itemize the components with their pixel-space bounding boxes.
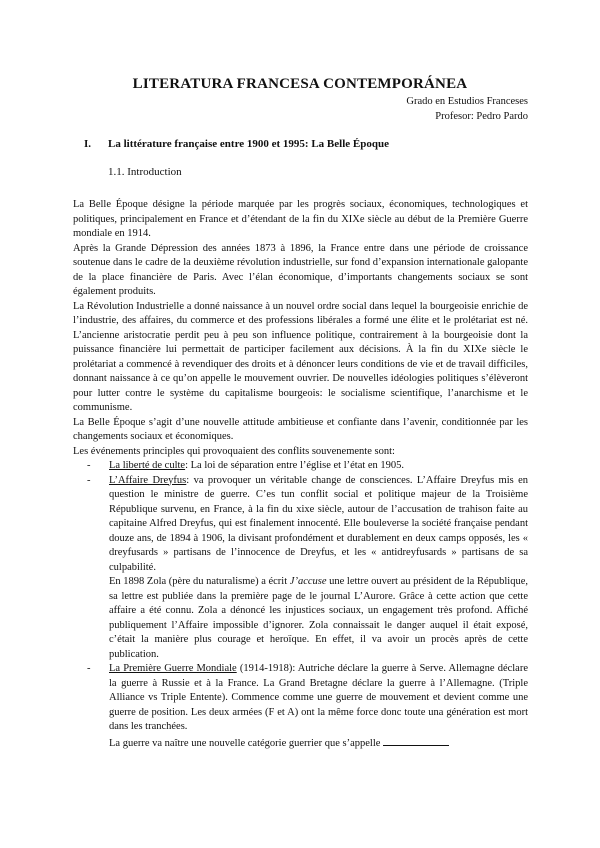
fill-in-blank xyxy=(383,735,449,746)
event-extra: En 1898 Zola (père du naturalisme) a écrit J’accuse une lettre ouvert au président de la République, sa lettre est publiée dans la première page de le journal L’Aurore. Grâce à cette action que cette affaire a été connu. Zola a dénoncé les injustices sociaux, un engagement très profond. Affiché publiquement l’Affaire impossible d’ignorer. Zola connaissait le danger auquel il était exposé, c’était la manière plus courage et heroïque. En effet, il va avoir un procès après de cette publication. xyxy=(109,576,528,660)
list-item xyxy=(73,474,528,663)
body-text xyxy=(73,198,528,751)
event-term: La liberté de culte xyxy=(109,460,186,471)
list-dash: - xyxy=(87,460,91,471)
paragraph: La Belle Époque désigne la période marquée par les progrès sociaux, économiques, technologiques et politiques, principalement en France et d’étendant de la fin du XIXe siècle au début de la Première Guerre mondiale en 1914. xyxy=(73,199,528,239)
degree-line: Grado en Estudios Franceses xyxy=(406,96,528,107)
event-term: L’Affaire Dreyfus xyxy=(109,474,187,486)
list-item xyxy=(73,662,528,751)
events-list xyxy=(73,459,528,751)
section-heading xyxy=(84,138,389,150)
document-title: LITERATURA FRANCESA CONTEMPORÁNEA xyxy=(132,76,468,92)
subsection-heading: 1.1. Introduction xyxy=(108,166,182,178)
paragraph: Les événements principles qui provoquaient des conflits souvenemente sont: xyxy=(73,445,395,457)
section-number: I. xyxy=(84,138,92,150)
list-item xyxy=(73,459,528,474)
paragraph: Après la Grande Dépression des années 1873 à 1896, la France entre dans une période de croissance soutenue dans le cadre de la deuxième révolution industrielle, sur fond d’expansion internationale galopante de la place financière de Paris. Avec l’élan économique, d’importants changements sociaux se sont également produits. xyxy=(73,242,528,297)
event-text: : La loi de séparation entre l’église et l’état en 1905. xyxy=(185,460,405,471)
event-text: : va provoquer un véritable change de consciences. L’Affaire Dreyfus mis en question le ministre de guerre. C’es tun conflit social et politique majeur de la Troisième République survenu, en France, à la fin du xixe siècle, autour de l’accusation de trahison faite au capitaine Alfred Dreyfus, qui est finalement innocenté. Elle bouleverse la société française pendant douze ans, de 1894 à 1906, la divisant profondément et durablement en deux camps opposés, les « dreyfusards » partisans de l’innocence de Dreyfus, et les « antidreyfusards » partisans de sa culpabilité. xyxy=(109,474,529,573)
paragraph: La Belle Époque s’agit d’une nouvelle attitude ambitieuse et confiante dans l’avenir, conditionnée par les changements sociaux et économiques. xyxy=(73,416,528,442)
work-title: J’accuse xyxy=(289,576,327,587)
professor-line: Profesor: Pedro Pardo xyxy=(435,111,528,122)
list-dash: - xyxy=(87,663,91,674)
paragraph: La Révolution Industrielle a donné naissance à un nouvel ordre social dans lequel la bourgeoisie enrichie de l’industrie, des affaires, du commerce et des professions libérales a formé une élite et le prolétariat est né. L’ancienne aristocratie perdit peu à peu son influence politique, contrairement à la bourgeoisie dont la puissance financière lui permettait de participer facilement aux décisions. À la fin du XIXe siècle le prolétariat a commencé à revendiquer des droits et à dénoncer leurs conditions de vie et de travail difficiles, donnant naissance à ce qu’on appelle le mouvement ouvrier. De nouvelles idéologies politiques s’élèveront pour lutter contre le système du capitalisme bourgeois: le socialisme scientifique, l’anarchisme et le communisme. xyxy=(73,300,528,413)
event-text: (1914-1918): Autriche déclare la guerre à Serve. Allemagne déclare la guerre à Russie et à la France. La Grand Bretagne déclare la guerre à l’Allemagne. (Triple Alliance vs Triple Entente). Commence comme une guerre de mouvement et devient comme une guerre de position. Les deux armées (F et A) ont la même force donc toute una génération est mort dans les tranchées. xyxy=(109,663,528,732)
event-term: La Première Guerre Mondiale xyxy=(109,663,237,674)
list-dash: - xyxy=(87,474,91,486)
section-title: La littérature française entre 1900 et 1995: La Belle Époque xyxy=(108,138,389,150)
event-extra: La guerre va naître une nouvelle catégorie guerrier que s’appelle xyxy=(109,735,528,752)
